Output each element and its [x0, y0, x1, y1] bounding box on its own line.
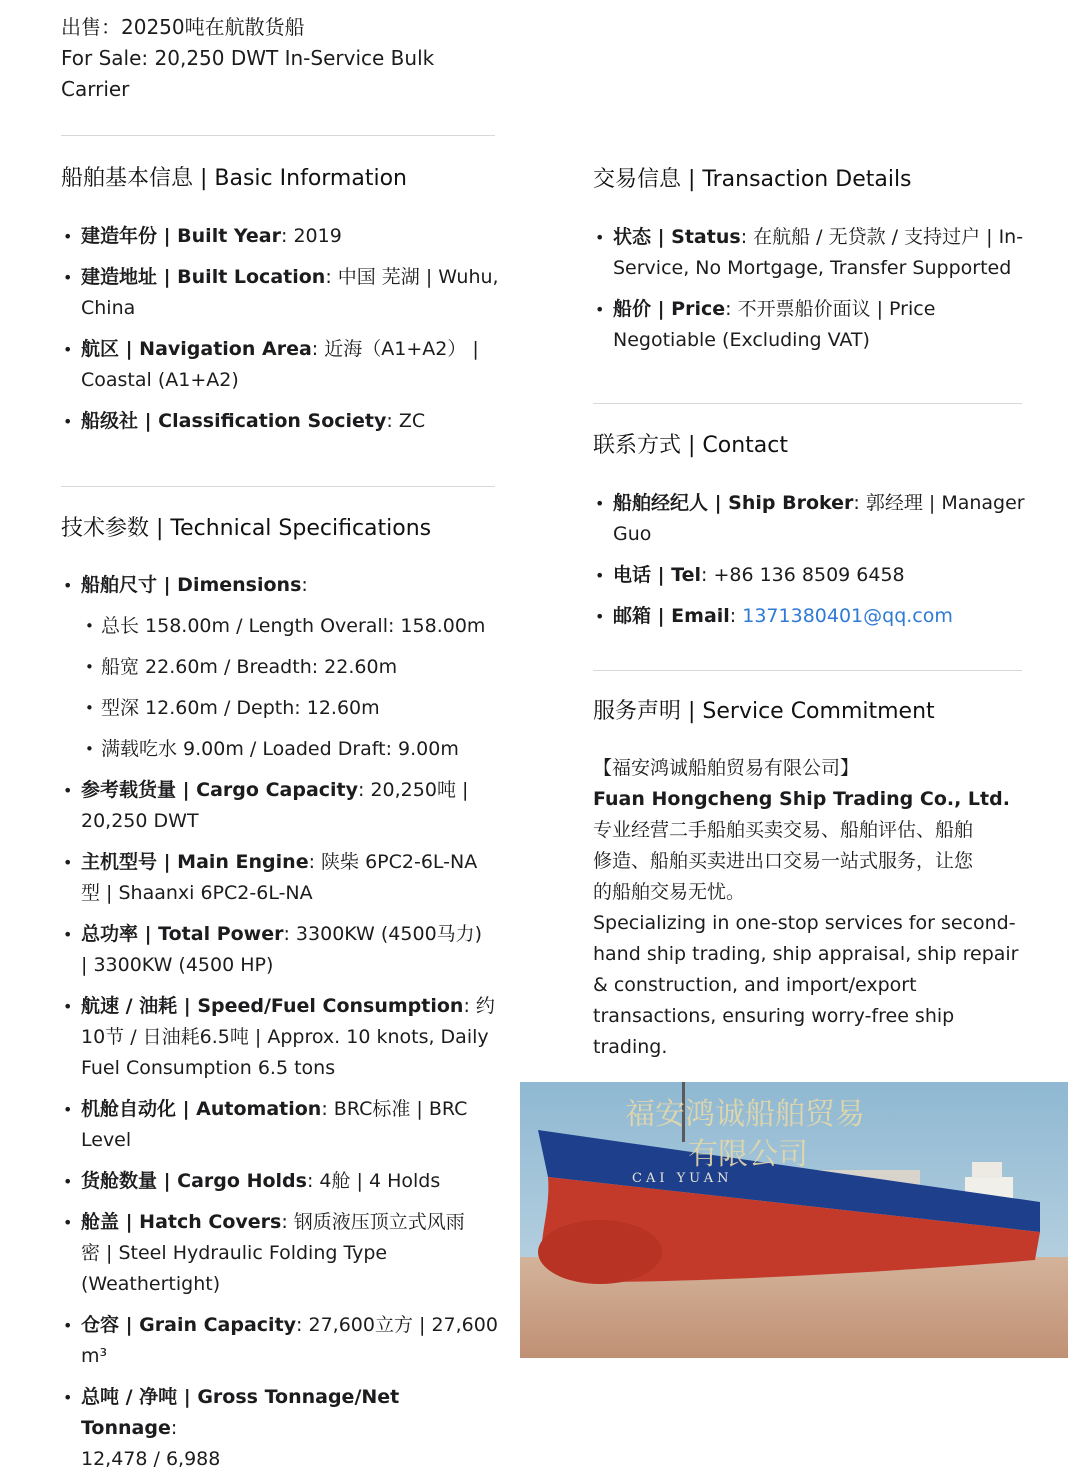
transaction-list: [593, 222, 1033, 356]
transaction-heading: 交易信息 | Transaction Details: [593, 167, 912, 192]
tech-spec-heading: 技术参数 | Technical Specifications: [61, 516, 432, 541]
tech-spec-list: [61, 570, 501, 1475]
item-value: : 中国 芜湖 | Wuhu,: [325, 266, 499, 288]
service-desc-cn-line: 专业经营二手船舶买卖交易、船舶评估、船舶: [593, 819, 974, 841]
watermark-line-2: 有限公司: [688, 1137, 808, 1172]
divider: [593, 670, 1022, 671]
item-value-cont: 密 | Steel Hydraulic Folding Type: [81, 1242, 388, 1264]
broker-value-cont: Guo: [613, 523, 652, 545]
item-label: 货舱数量 | Cargo Holds: [81, 1170, 307, 1192]
company-name-en: Fuan Hongcheng Ship Trading Co., Ltd.: [593, 788, 1010, 810]
item-label: 建造年份 | Built Year: [81, 225, 281, 247]
item-value: : 不开票船价面议 | Price: [725, 298, 936, 320]
service-desc-en-line: & construction, and import/export: [593, 974, 917, 996]
contact-heading: 联系方式 | Contact: [593, 433, 788, 458]
list-item: [61, 1382, 501, 1475]
list-item: [593, 222, 1033, 284]
ship-illustration: [520, 1082, 1068, 1358]
item-value-cont: 型 | Shaanxi 6PC2-6L-NA: [81, 882, 313, 904]
broker-value: : 郭经理 | Manager: [853, 492, 1025, 514]
item-value: : 3300KW (4500马力): [283, 923, 483, 945]
item-label: 舱盖 | Hatch Covers: [81, 1211, 282, 1233]
service-body: [593, 753, 1033, 1063]
item-value-cont: 20,250 DWT: [81, 810, 199, 832]
item-value: : 陕柴 6PC2-6L-NA: [308, 851, 478, 873]
dimension-item: • 满载吃水 9.00m / Loaded Draft: 9.00m: [81, 734, 501, 765]
hull-name: CAI YUAN: [632, 1171, 733, 1186]
tel-label: 电话 | Tel: [613, 564, 702, 586]
dimension-item: • 船宽 22.60m / Breadth: 22.60m: [81, 652, 501, 683]
list-item: [61, 991, 501, 1084]
item-value-cont: | 3300KW (4500 HP): [81, 954, 274, 976]
item-value: : 27,600立方 | 27,600: [296, 1314, 498, 1336]
list-item: [61, 406, 501, 437]
item-label: 船价 | Price: [613, 298, 726, 320]
service-desc-en-line: hand ship trading, ship appraisal, ship repair: [593, 943, 1019, 965]
email-link[interactable]: 1371380401@qq.com: [742, 605, 953, 627]
bridge: [972, 1162, 1002, 1178]
item-value: : ZC: [386, 410, 426, 432]
list-item: [61, 847, 501, 909]
service-desc-en-line: trading.: [593, 1036, 668, 1058]
item-label: 航速 / 油耗 | Speed/Fuel Consumption: [81, 995, 464, 1017]
list-item: [593, 560, 1033, 591]
tech-spec-section: [61, 514, 501, 1475]
item-value-cont: (Weathertight): [81, 1273, 221, 1295]
ship-photo: [520, 1082, 1068, 1358]
item-label: 船级社 | Classification Society: [81, 410, 387, 432]
list-item: [61, 334, 501, 396]
divider: [61, 486, 495, 487]
service-heading: 服务声明 | Service Commitment: [593, 699, 935, 724]
item-value-cont: m³: [81, 1345, 108, 1367]
item-label: 状态 | Status: [613, 226, 741, 248]
item-value-cont: Service, No Mortgage, Transfer Supported: [613, 257, 1012, 279]
service-desc-en-line: Specializing in one-stop services for second-: [593, 912, 1016, 934]
page-title: [61, 12, 501, 105]
item-label: 建造地址 | Built Location: [81, 266, 326, 288]
dimensions-list: [81, 611, 501, 765]
item-label: 仓容 | Grain Capacity: [81, 1314, 297, 1336]
transaction-section: [593, 165, 1033, 356]
contact-section: [593, 431, 1033, 632]
email-colon: :: [729, 605, 743, 627]
list-item: [593, 294, 1033, 356]
divider: [593, 403, 1022, 404]
list-item: [61, 1207, 501, 1300]
item-value: : 4舱 | 4 Holds: [306, 1170, 441, 1192]
item-value: :: [301, 574, 308, 596]
item-value-cont: 10节 / 日油耗6.5吨 | Approx. 10 knots, Daily: [81, 1026, 489, 1048]
item-value: : 2019: [281, 225, 342, 247]
company-name-cn: 【福安鸿诚船舶贸易有限公司】: [593, 757, 860, 779]
list-item: [61, 1310, 501, 1372]
title-en-line-1: For Sale: 20,250 DWT In-Service Bulk: [61, 46, 435, 70]
watermark-line-1: 福安鸿诚船舶贸易: [625, 1097, 865, 1132]
item-value: : BRC标准 | BRC: [321, 1098, 468, 1120]
basic-info-list: [61, 221, 501, 437]
item-value-cont: Level: [81, 1129, 132, 1151]
item-value-cont: China: [81, 297, 136, 319]
list-item: [61, 570, 501, 765]
item-label: 船舶尺寸 | Dimensions: [81, 574, 302, 596]
item-label: 总吨 / 净吨 | Gross Tonnage/Net Tonnage: [81, 1386, 400, 1439]
item-label: 参考载货量 | Cargo Capacity: [81, 779, 359, 801]
item-value: : 近海（A1+A2） |: [311, 338, 479, 360]
item-value-cont: Negotiable (Excluding VAT): [613, 329, 870, 351]
item-value-cont: 12,478 / 6,988: [81, 1448, 221, 1470]
item-value: : 约: [463, 995, 495, 1017]
title-cn: 出售：20250吨在航散货船: [61, 15, 305, 39]
item-value: :: [170, 1417, 178, 1439]
list-item: [61, 262, 501, 324]
item-label: 总功率 | Total Power: [81, 923, 284, 945]
tel-value[interactable]: : +86 136 8509 6458: [701, 564, 905, 586]
list-item: [61, 1094, 501, 1156]
item-value-cont: Coastal (A1+A2): [81, 369, 239, 391]
contact-list: [593, 488, 1033, 632]
list-item: [593, 601, 1033, 632]
title-en-line-2: Carrier: [61, 77, 130, 101]
bulbous-bow: [538, 1220, 662, 1284]
basic-info-heading: 船舶基本信息 | Basic Information: [61, 166, 407, 191]
item-label: 主机型号 | Main Engine: [81, 851, 309, 873]
service-desc-cn-line: 修造、船舶买卖进出口交易一站式服务，让您: [593, 850, 974, 872]
item-value: : 钢质液压顶立式风雨: [281, 1211, 465, 1233]
item-label: 航区 | Navigation Area: [81, 338, 312, 360]
divider: [61, 135, 495, 136]
dimension-item: • 型深 12.60m / Depth: 12.60m: [81, 693, 501, 724]
broker-label: 船舶经纪人 | Ship Broker: [613, 492, 854, 514]
item-value: : 在航船 / 无贷款 / 支持过户 | In-: [740, 226, 1024, 248]
item-value-cont: Fuel Consumption 6.5 tons: [81, 1057, 336, 1079]
list-item: [593, 488, 1033, 550]
service-section: [593, 697, 1033, 1063]
basic-info-section: [61, 164, 501, 437]
list-item: [61, 221, 501, 252]
service-desc-en-line: transactions, ensuring worry-free ship: [593, 1005, 955, 1027]
service-desc-cn-line: 的船舶交易无忧。: [593, 881, 746, 903]
item-value: : 20,250吨 |: [358, 779, 469, 801]
dimension-item: • 总长 158.00m / Length Overall: 158.00m: [81, 611, 501, 642]
list-item: [61, 775, 501, 837]
list-item: [61, 1166, 501, 1197]
list-item: [61, 919, 501, 981]
email-label: 邮箱 | Email: [613, 605, 730, 627]
item-label: 机舱自动化 | Automation: [81, 1098, 322, 1120]
